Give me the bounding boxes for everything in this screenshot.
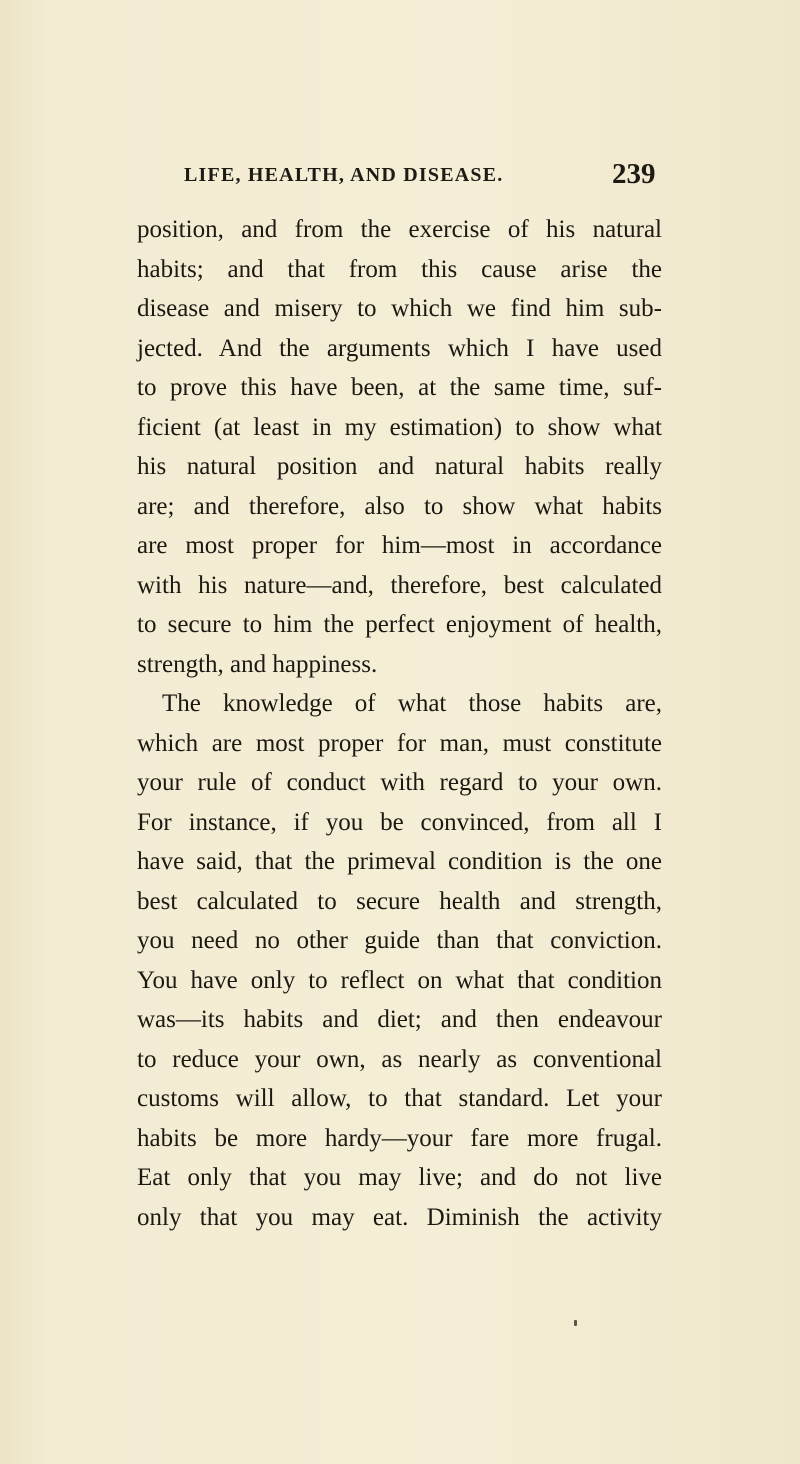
text-line: disease and misery to which we find him sub- (137, 295, 662, 322)
text-line: customs will allow, to that standard. Let your (137, 1085, 662, 1112)
running-head: LIFE, HEALTH, AND DISEASE. (184, 164, 504, 186)
ink-speck (574, 1320, 577, 1326)
body-text (137, 210, 662, 1237)
text-line: have said, that the primeval condition is the one (137, 848, 662, 875)
text-line: your rule of conduct with regard to your own. (137, 769, 662, 796)
text-line: habits be more hardy—your fare more frugal. (137, 1124, 662, 1152)
text-line: ficient (at least in my estimation) to show what (137, 413, 662, 441)
text-line: with his nature—and, therefore, best calculated (137, 571, 662, 599)
text-line: to secure to him the perfect enjoyment of health, (137, 611, 662, 638)
text-line: best calculated to secure health and strength, (137, 887, 662, 915)
text-line: to reduce your own, as nearly as conventional (137, 1045, 662, 1073)
text-line: was—its habits and diet; and then endeavour (137, 1006, 662, 1033)
text-line: For instance, if you be convinced, from all I (137, 808, 662, 836)
page-header (0, 158, 800, 198)
text-line: The knowledge of what those habits are, (162, 690, 662, 717)
text-line: his natural position and natural habits really (137, 453, 662, 480)
text-line: are most proper for him—most in accordance (137, 532, 662, 559)
text-line: jected. And the arguments which I have used (137, 334, 662, 362)
text-line: habits; and that from this cause arise the (137, 255, 662, 283)
page-number: 239 (612, 158, 656, 190)
text-line: Eat only that you may live; and do not live (137, 1164, 662, 1191)
text-line: position, and from the exercise of his natural (137, 216, 662, 243)
text-line: you need no other guide than that conviction. (137, 927, 662, 954)
text-line: strength, and happiness. (137, 650, 378, 678)
text-line: only that you may eat. Diminish the activity (137, 1203, 662, 1231)
text-line: which are most proper for man, must constitute (137, 729, 662, 757)
text-line: are; and therefore, also to show what habits (137, 492, 662, 520)
text-line: You have only to reflect on what that condition (137, 966, 662, 994)
text-line: to prove this have been, at the same time, suf- (137, 374, 662, 401)
